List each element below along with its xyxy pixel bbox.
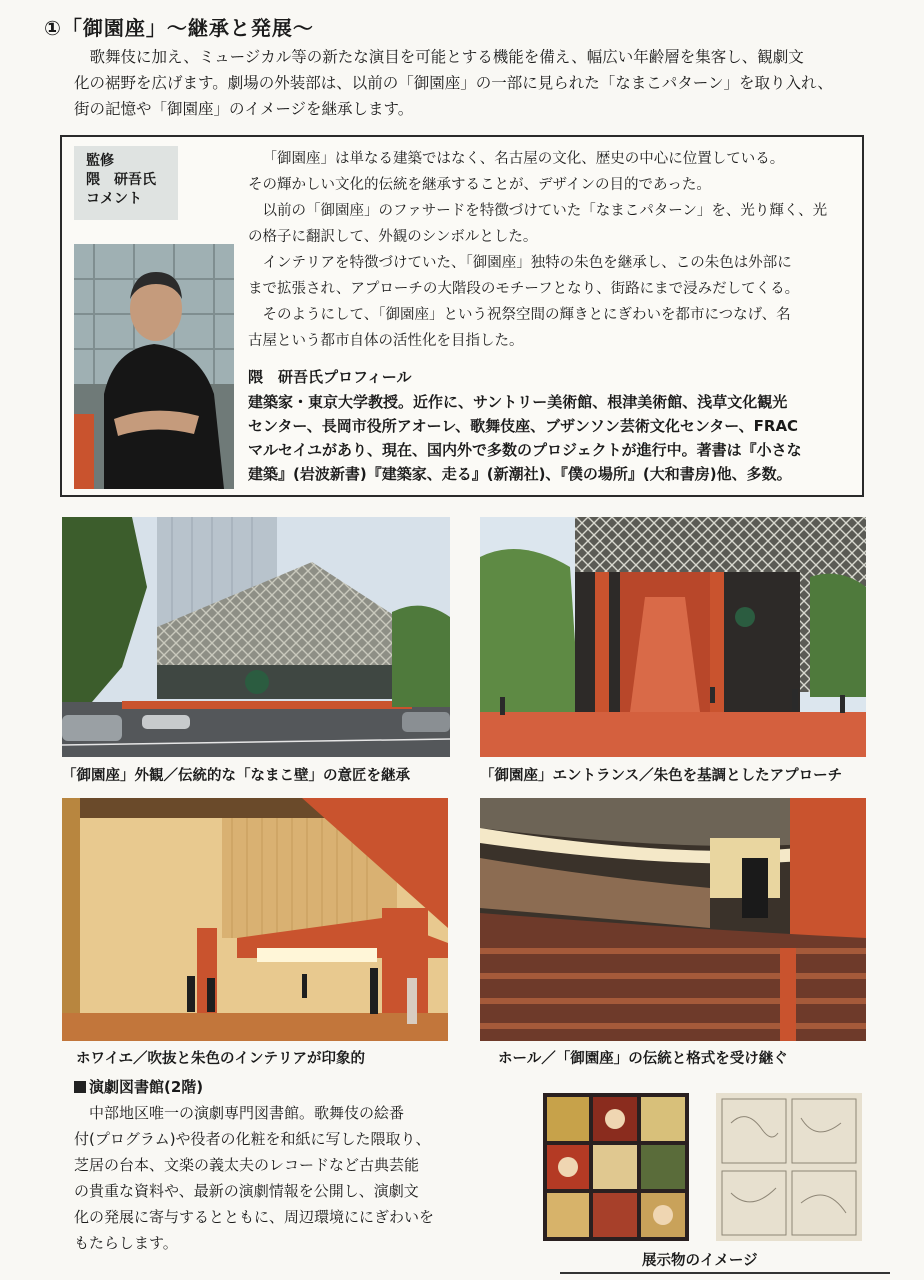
library-line: 中部地区唯一の演劇専門図書館。歌舞伎の絵番	[89, 1104, 405, 1122]
profile-line: 建築』(岩波新書)『建築家、走る』(新潮社)、『僕の場所』(大和書房)他、多数。	[248, 465, 792, 483]
caption-hall: ホール／「御園座」の伝統と格式を受け継ぐ	[498, 1051, 788, 1067]
footer-rule	[560, 1272, 890, 1274]
profile-line: 建築家・東京大学教授。近作に、サントリー美術館、根津美術館、浅草文化観光	[248, 393, 788, 411]
tag-line: 監修	[86, 153, 114, 169]
library-title-text: 演劇図書館(2階)	[89, 1078, 204, 1096]
square-bullet-icon	[74, 1081, 86, 1093]
supervisor-tag	[74, 146, 178, 220]
foyer-photo	[62, 798, 448, 1041]
library-line: 芝居の台本、文楽の義太夫のレコードなど古典芸能	[74, 1156, 420, 1174]
caption-foyer: ホワイエ／吹抜と朱色のインテリアが印象的	[76, 1051, 365, 1067]
caption-exterior: 「御園座」外観／伝統的な「なまこ壁」の意匠を継承	[62, 768, 410, 784]
library-line: 付(プログラム)や役者の化粧を和紙に写した隈取り、	[74, 1130, 431, 1148]
entrance-photo	[480, 517, 866, 757]
profile-line: センター、長岡市役所アオーレ、歌舞伎座、ブザンソン芸術文化センター、FRAC	[248, 417, 799, 435]
library-text	[74, 1100, 474, 1256]
hall-photo	[480, 798, 866, 1041]
caption-entrance: 「御園座」エントランス／朱色を基調としたアプローチ	[480, 768, 843, 784]
comment-line: まで拡張され、アプローチの大階段のモチーフとなり、街路にまで浸みだしてくる。	[248, 281, 800, 297]
library-title	[74, 1076, 203, 1097]
intro-line: 化の裾野を広げます。劇場の外装部は、以前の「御園座」の一部に見られた「なまこパターン」を取り入れ、	[74, 74, 833, 92]
intro-line: 歌舞伎に加え、ミュージカル等の新たな演目を可能とする機能を備え、幅広い年齢層を集客し、観劇文	[89, 48, 804, 66]
library-line: の貴重な資料や、最新の演劇情報を公開し、演劇文	[74, 1182, 419, 1200]
section-heading: ①「御園座」～継承と発展～	[44, 16, 314, 40]
designer-comment	[248, 146, 856, 354]
comment-line: インテリアを特徴づけていた、「御園座」独特の朱色を継承し、この朱色は外部に	[262, 255, 792, 271]
tag-line: 隈 研吾氏	[86, 172, 156, 188]
comment-line: その輝かしい文化的伝統を継承することが、デザインの目的であった。	[248, 177, 711, 193]
intro-text	[74, 44, 874, 122]
exterior-photo	[62, 517, 450, 757]
portrait-photo	[74, 244, 234, 489]
comment-line: の格子に翻訳して、外観のシンボルとした。	[248, 229, 538, 245]
exhibit-manuscript-photo	[716, 1093, 862, 1241]
exhibit-posters-photo	[543, 1093, 689, 1241]
comment-line: 「御園座」は単なる建築ではなく、名古屋の文化、歴史の中心に位置している。	[262, 151, 785, 167]
caption-exhibits: 展示物のイメージ	[642, 1253, 758, 1269]
intro-line: 街の記憶や「御園座」のイメージを継承します。	[74, 100, 414, 118]
comment-line: そのようにして、「御園座」という祝祭空間の輝きとにぎわいを都市につなげ、名	[262, 307, 791, 323]
library-line: もたらします。	[74, 1234, 178, 1252]
comment-line: 古屋という都市自体の活性化を目指した。	[248, 333, 524, 349]
profile-text	[248, 390, 858, 486]
tag-line: コメント	[86, 191, 142, 207]
comment-line: 以前の「御園座」のファサードを特徴づけていた「なまこパターン」を、光り輝く、光	[262, 203, 828, 219]
profile-title: 隈 研吾氏プロフィール	[248, 368, 412, 386]
library-line: 化の発展に寄与するとともに、周辺環境ににぎわいを	[74, 1208, 435, 1226]
profile-line: マルセイユがあり、現在、国内外で多数のプロジェクトが進行中。著書は『小さな	[248, 441, 802, 459]
